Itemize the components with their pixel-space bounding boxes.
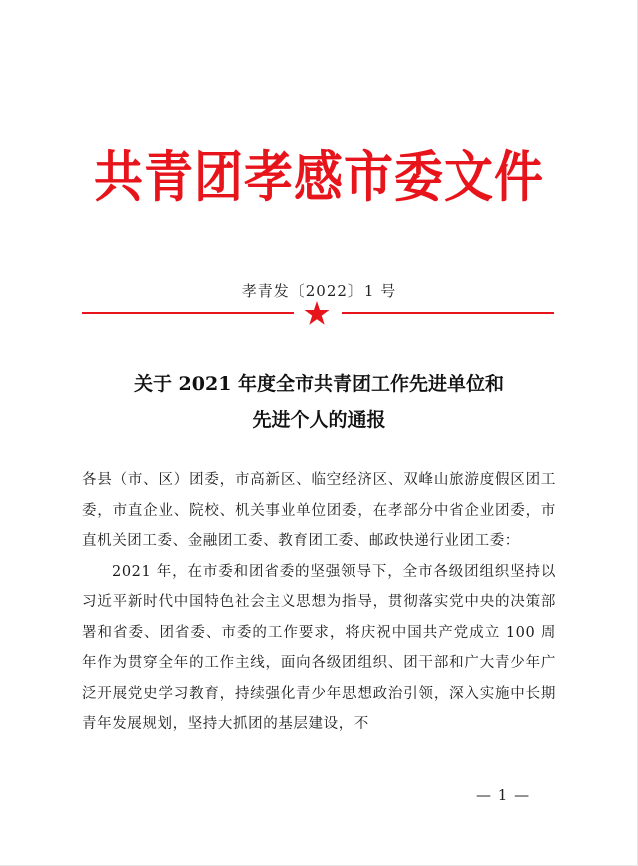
addressees-paragraph: 各县（市、区）团委，市高新区、临空经济区、双峰山旅游度假区团工委，市直企业、院校、机关事业单位团委，在孝部分中省企业团委，市直机关团工委、金融团工委、教育团工委、邮政快递行业团工委： [82, 472, 556, 549]
document-body [82, 465, 556, 740]
body-paragraph: 2021 年，在市委和团省委的坚强领导下，全市各级团组织坚持以习近平新时代中国特色社会主义思想为指导，贯彻落实党中央的决策部署和省委、团省委、市委的工作要求，将庆祝中国共产党成立 100 周年作为贯穿全年的工作主线，面向各级团组织、团干部和广大青少年广泛开展党史学习教育，持续强化青少年思想政治引领，深入实施中长期青年发展规划，坚持大抓团的基层建设，不 [82, 563, 556, 732]
document-title [0, 366, 638, 438]
document-masthead: 共青团孝感市委文件 [93, 145, 544, 210]
star-icon [304, 300, 330, 326]
red-rule-left [82, 312, 294, 314]
page-number: — 1 — [476, 786, 531, 804]
document-number: 孝青发〔2022〕1 号 [241, 282, 397, 300]
red-rule-right [342, 312, 554, 314]
title-line-1: 关于 2021 年度全市共青团工作先进单位和 [133, 373, 505, 395]
title-line-2: 先进个人的通报 [252, 409, 386, 431]
